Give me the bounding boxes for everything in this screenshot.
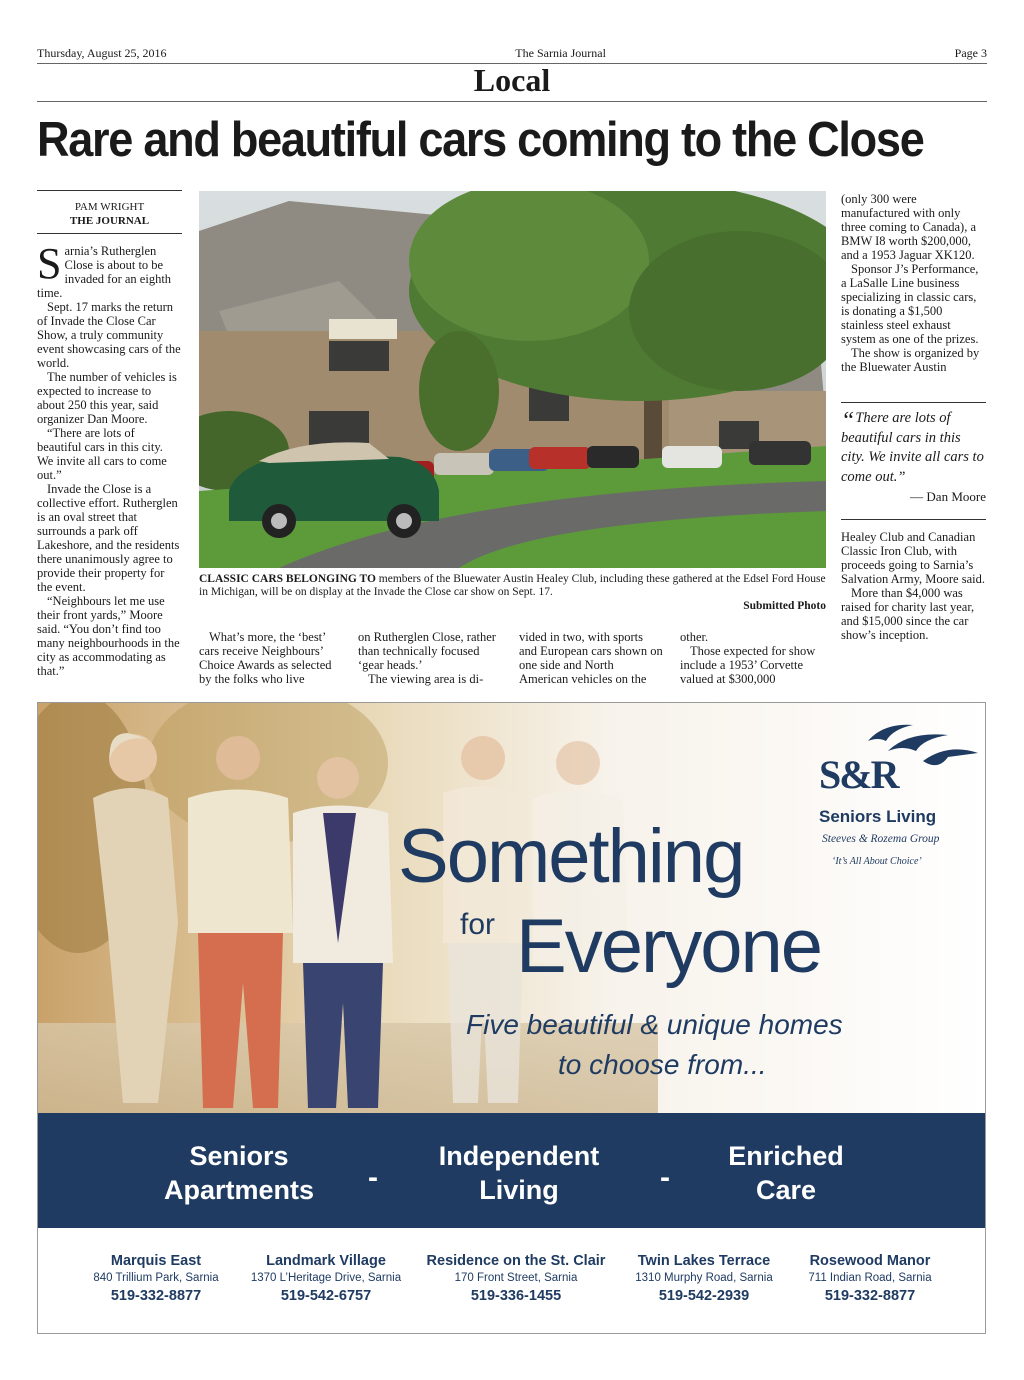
location-rosewood-manor: Rosewood Manor 711 Indian Road, Sarnia 519-332-8877 bbox=[808, 1253, 932, 1304]
article-paragraph: Invade the Close is a collective effort. Rutherglen is an oval street that surrounds a park off Lakeshore, and the residents there unanimously agree to provide their property for the event. bbox=[37, 482, 180, 594]
category-seniors-apartments: Seniors Apartments bbox=[163, 1141, 315, 1205]
section-divider bbox=[37, 101, 987, 102]
article-paragraph: (only 300 were manufactured with only three coming to Canada), a BMW I8 worth $200,000, and a 1953 Jaguar XK120. bbox=[841, 192, 977, 262]
article-paragraph: “There are lots of beautiful cars in this city. We invite all cars to come out.” bbox=[37, 426, 167, 482]
photo-caption bbox=[199, 573, 826, 599]
article-paragraph: Sept. 17 marks the return of Invade the Close Car Show, a truly community event showcasing cars of the world. bbox=[37, 300, 181, 370]
logo-tagline: ‘It’s All About Choice’ bbox=[832, 856, 922, 867]
ad-tagline-line2: to choose from... bbox=[558, 1049, 767, 1080]
article-paragraph: other. bbox=[680, 630, 709, 644]
caption-text: members of the Bluewater Austin Healey Club, including these gathered at the Edsel Ford House in Michigan, will be on display at the Invade the Close car show on Sept. 17. bbox=[199, 573, 826, 598]
article-paragraph: “Neighbours let me use their front yards,” Moore said. “You don’t find too many neighbourhoods in the city as accommodating as that.” bbox=[37, 594, 180, 678]
article-paragraph: The viewing area is di- bbox=[368, 672, 484, 686]
article-paragraph: Healey Club and Canadian Classic Iron Club, with proceeds going to Sarnia’s Salvation Army, Moore said. bbox=[841, 530, 985, 586]
article-paragraph: More than $4,000 was raised for charity last year, and $15,000 since the car show’s inception. bbox=[841, 586, 975, 642]
byline-author: PAM WRIGHT bbox=[74, 201, 145, 213]
article-paragraph: vided in two, with sports and European cars shown on one side and North American vehicles on the bbox=[519, 630, 663, 686]
byline-org: THE JOURNAL bbox=[69, 215, 150, 227]
location-twin-lakes-terrace: Twin Lakes Terrace 1310 Murphy Road, Sarnia 519-542-2939 bbox=[635, 1253, 773, 1304]
sr-logo bbox=[814, 723, 984, 867]
ad-category-band bbox=[38, 1113, 985, 1228]
ad-headline-everyone: Everyone bbox=[516, 904, 822, 989]
logo-subtitle: Seniors Living bbox=[819, 807, 937, 826]
logo-name: S&R bbox=[819, 752, 898, 797]
issue-date: Thursday, August 25, 2016 bbox=[37, 46, 167, 60]
masthead bbox=[37, 44, 987, 64]
article-headline: Rare and beautiful cars coming to the Close bbox=[37, 113, 924, 167]
caption-lead: CLASSIC CARS BELONGING TO bbox=[199, 573, 376, 585]
ad-photo-seniors-walking bbox=[38, 703, 985, 1113]
byline bbox=[37, 190, 182, 234]
category-separator: - bbox=[660, 1161, 670, 1194]
article-paragraph: Those expected for show include a 1953’ Corvette valued at $300,000 bbox=[680, 644, 816, 686]
article-paragraph: The show is organized by the Bluewater Austin bbox=[841, 346, 980, 374]
pull-quote-text: There are lots of beautiful cars in this city. We invite all cars to come out.” bbox=[841, 410, 984, 485]
newspaper-name: The Sarnia Journal bbox=[515, 46, 606, 60]
article-paragraph: What’s more, the ‘best’ cars receive Neighbours’ Choice Awards as selected by the folks who live bbox=[199, 630, 332, 686]
seniors-living-ad bbox=[37, 702, 986, 1334]
ad-headline-for: for bbox=[460, 908, 496, 941]
article-paragraph: Sponsor J’s Performance, a LaSalle Line business specializing in classic cars, is donating a $1,500 stainless steel exhaust system as one of the prizes. bbox=[841, 262, 979, 346]
article-column-5 bbox=[680, 630, 826, 686]
logo-group: Steeves & Rozema Group bbox=[822, 833, 940, 845]
location-residence-on-the-st-clair: Residence on the St. Clair 170 Front Street, Sarnia 519-336-1455 bbox=[426, 1253, 606, 1304]
ad-headline-something: Something bbox=[398, 814, 744, 899]
location-landmark-village: Landmark Village 1370 L’Heritage Drive, Sarnia 519-542-6757 bbox=[250, 1253, 402, 1304]
article-paragraph: on Rutherglen Close, rather than technically focused ‘gear heads.’ bbox=[358, 630, 496, 672]
photo-credit: Submitted Photo bbox=[743, 600, 826, 612]
article-column-4 bbox=[519, 630, 664, 686]
article-column-1 bbox=[37, 239, 182, 678]
article-column-6-top bbox=[841, 192, 986, 374]
ad-tagline-line1: Five beautiful & unique homes bbox=[466, 1009, 843, 1040]
category-separator: - bbox=[368, 1161, 378, 1194]
page-number: Page 3 bbox=[954, 46, 987, 60]
pull-quote-attribution: — Dan Moore bbox=[910, 489, 986, 504]
category-independent-living: Independent Living bbox=[438, 1141, 600, 1205]
location-marquis-east: Marquis East 840 Trillium Park, Sarnia 519-332-8877 bbox=[93, 1253, 219, 1304]
article-column-6-bottom bbox=[841, 530, 986, 642]
article-column-3 bbox=[358, 630, 501, 686]
quote-mark-icon: “ bbox=[841, 408, 855, 434]
article-paragraph: The number of vehicles is expected to increase to about 250 this year, said organizer Dan Moore. bbox=[37, 370, 177, 426]
pull-quote bbox=[841, 402, 986, 520]
section-title: Local bbox=[473, 62, 551, 98]
classic-cars-photo bbox=[199, 191, 826, 568]
article-column-2 bbox=[199, 630, 342, 686]
category-enriched-care: Enriched Care bbox=[728, 1141, 844, 1205]
article-paragraph: Sarnia’s Rutherglen Close is about to be invaded for an eighth time. bbox=[37, 239, 172, 300]
drop-cap: S bbox=[37, 239, 62, 288]
